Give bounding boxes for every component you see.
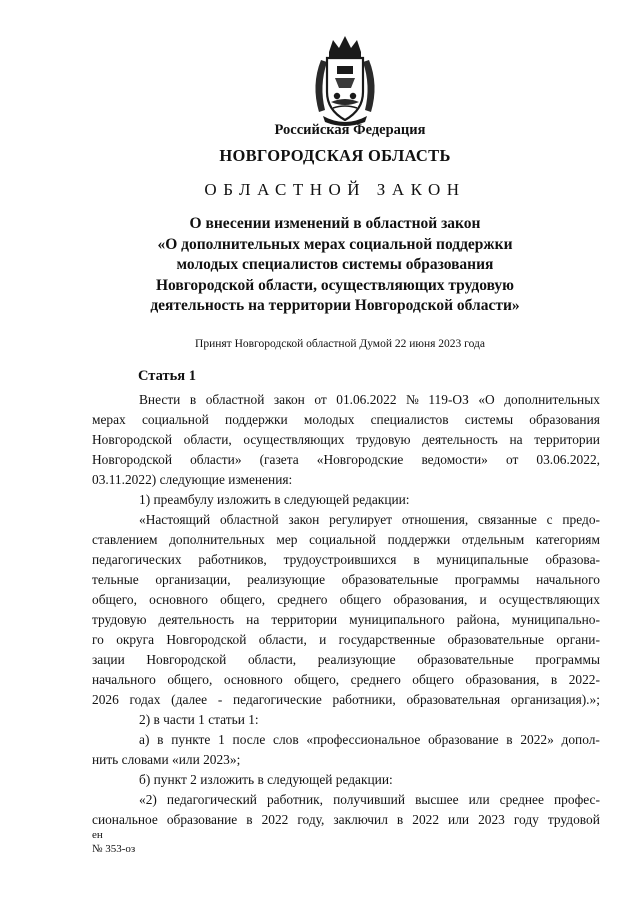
body-word: трудоустроившихся — [283, 552, 397, 567]
body-word: предо- — [562, 512, 600, 527]
body-word: в — [506, 732, 513, 747]
body-word: образования — [529, 412, 600, 427]
body-line: б) пункт 2 изложить в следующей редакции: — [139, 772, 393, 787]
body-word: муниципального — [349, 612, 445, 627]
footer-law-number: № 353-оз — [92, 843, 136, 855]
body-line — [92, 410, 600, 430]
law-type-heading: ОБЛАСТНОЙ ЗАКОН — [204, 180, 466, 199]
body-word: регулирует — [329, 512, 393, 527]
body-word: допол- — [561, 732, 600, 747]
body-word: начального — [92, 672, 156, 687]
body-word: «Новгородские — [316, 452, 404, 467]
body-word: а) — [139, 732, 150, 747]
body-word: организация).»; — [510, 692, 600, 707]
body-word: го — [92, 632, 104, 647]
article-body — [92, 390, 600, 830]
body-word: образования, — [393, 592, 468, 607]
body-word: трудовую — [92, 612, 147, 627]
body-word: 2023 — [478, 812, 505, 827]
body-word: Новгородской — [166, 632, 247, 647]
body-word: «Настоящий — [139, 512, 211, 527]
body-word: органи- — [556, 632, 600, 647]
body-word: образовательная — [406, 692, 501, 707]
body-word: муниципально- — [511, 612, 600, 627]
body-word: области, — [183, 432, 232, 447]
body-word: области, — [258, 632, 307, 647]
federation-heading: Российская Федерация — [274, 122, 426, 138]
body-word: 2022- — [568, 672, 600, 687]
body-line — [92, 590, 600, 610]
body-line — [92, 610, 600, 630]
body-word: профес- — [554, 792, 600, 807]
body-word: работники, — [332, 692, 396, 707]
body-word: отдельным — [461, 532, 525, 547]
body-word: Новгородской — [92, 432, 172, 447]
body-word: в — [157, 732, 164, 747]
body-line — [92, 550, 600, 570]
body-line — [92, 790, 600, 810]
title-line: «О дополнительных мерах социальной поддержки — [157, 235, 513, 253]
body-word: зации — [92, 652, 125, 667]
body-line: нить словами «или 2023»; — [92, 752, 241, 767]
body-word: образование — [428, 732, 499, 747]
body-word: молодых — [303, 412, 355, 427]
body-word: образовательные — [341, 572, 439, 587]
body-word: общего, — [294, 672, 340, 687]
body-word: 2022 — [412, 812, 440, 827]
body-word: закон — [288, 512, 320, 527]
body-word: начального — [536, 572, 600, 587]
body-word: 119-ОЗ — [428, 392, 469, 407]
body-word: тельные — [92, 572, 139, 587]
body-word: педагогических — [92, 552, 182, 567]
region-heading: НОВГОРОДСКАЯ ОБЛАСТЬ — [219, 146, 451, 165]
body-word: 2026 — [92, 692, 119, 707]
body-word: ставлением — [92, 532, 158, 547]
body-word: «2) — [139, 792, 157, 807]
body-word: общего, — [92, 592, 137, 607]
body-line — [92, 530, 600, 550]
body-word: категориям — [535, 532, 600, 547]
body-word: реализующие — [247, 572, 326, 587]
body-word: (далее — [171, 692, 208, 707]
body-line — [92, 510, 600, 530]
law-title — [95, 214, 575, 317]
body-word: в — [550, 672, 558, 687]
body-word: территории — [271, 612, 338, 627]
body-word: получивший — [333, 792, 405, 807]
body-word: или — [448, 812, 470, 827]
body-word: Внести — [139, 392, 181, 407]
body-word: педагогические — [233, 692, 322, 707]
body-line — [92, 450, 600, 470]
body-word: высшее — [415, 792, 459, 807]
body-word: среднего — [277, 592, 328, 607]
body-word: общего, — [220, 592, 266, 607]
body-word: закон — [273, 392, 305, 407]
body-word: Новгородской — [92, 452, 172, 467]
footer-initials: ен — [92, 829, 103, 841]
body-word: ведомости» — [421, 452, 488, 467]
body-word: поддержки — [225, 412, 288, 427]
body-word: поддержки — [387, 532, 451, 547]
body-word: «О — [478, 392, 495, 407]
body-word: Новгородской — [146, 652, 227, 667]
body-word: специалистов — [370, 412, 449, 427]
body-word: пункте — [171, 732, 211, 747]
body-word: с — [546, 512, 553, 527]
body-word: среднего — [350, 672, 401, 687]
body-word: педагогический — [166, 792, 257, 807]
body-word: (газета — [259, 452, 299, 467]
body-word: и — [479, 592, 487, 607]
body-word: 1 — [218, 732, 225, 747]
body-word: от — [314, 392, 327, 407]
body-word: - — [217, 692, 223, 707]
body-word: на — [246, 612, 260, 627]
body-line — [92, 690, 600, 710]
body-word: 2022» — [520, 732, 554, 747]
body-word: трудовой — [547, 812, 600, 827]
body-word: области» — [190, 452, 242, 467]
body-word: деятельность — [158, 612, 235, 627]
body-word: в — [396, 812, 404, 827]
body-word: дополнительных — [169, 532, 265, 547]
title-line: деятельность на территории Новгородской области» — [150, 297, 520, 314]
body-word: № — [406, 392, 419, 407]
body-word: областной — [205, 392, 265, 407]
title-line: О внесении изменений в областной закон — [189, 215, 481, 232]
body-word: социальной — [141, 412, 209, 427]
body-line — [92, 570, 600, 590]
body-word: образовательные — [417, 652, 514, 667]
body-word: в — [413, 552, 420, 567]
body-word: 2022 — [261, 812, 289, 827]
body-word: организации, — [155, 572, 231, 587]
body-word: областной — [219, 512, 279, 527]
body-word: основного — [149, 592, 208, 607]
body-line — [92, 670, 600, 690]
body-word: основного — [223, 672, 283, 687]
body-word: работников, — [198, 552, 267, 567]
body-word: территории — [534, 432, 600, 447]
body-word: муниципальные — [436, 552, 529, 567]
body-word: трудовую — [356, 432, 411, 447]
body-line: 03.11.2022) следующие изменения: — [92, 472, 293, 487]
body-word: связанные — [478, 512, 537, 527]
body-word: заключил — [333, 812, 388, 827]
body-word: социальной — [309, 532, 376, 547]
body-word: работник, — [266, 792, 323, 807]
body-word: 03.06.2022, — [536, 452, 600, 467]
body-word: осуществляющих — [498, 592, 600, 607]
body-word: округа — [116, 632, 155, 647]
body-word: области, — [247, 652, 297, 667]
body-word: 01.06.2022 — [336, 392, 397, 407]
adoption-note: Принят Новгородской областной Думой 22 июня 2023 года — [195, 338, 485, 350]
body-word: сиональное — [92, 812, 158, 827]
body-word: общего — [412, 672, 454, 687]
body-word: программы — [535, 652, 600, 667]
body-line — [92, 630, 600, 650]
body-word: общего, — [167, 672, 213, 687]
title-line: Новгородской области, осуществляющих трудовую — [155, 276, 515, 294]
body-word: отношения, — [401, 512, 469, 527]
body-word: слов — [273, 732, 299, 747]
body-word: годах — [129, 692, 161, 707]
body-word: среднее — [499, 792, 544, 807]
body-word: образовательные — [447, 632, 544, 647]
coat-of-arms-emblem-icon — [301, 30, 389, 130]
body-word: году — [513, 812, 539, 827]
body-word: района, — [456, 612, 500, 627]
body-word: после — [232, 732, 266, 747]
title-line: молодых специалистов системы образования — [176, 256, 494, 273]
body-word: мерах — [92, 412, 126, 427]
body-line — [92, 810, 600, 830]
body-word: или — [468, 792, 490, 807]
body-word: в — [246, 812, 253, 827]
body-word: в — [189, 392, 197, 407]
body-word: и — [319, 632, 327, 647]
body-word: осуществляющих — [243, 432, 345, 447]
body-word: образование — [166, 812, 238, 827]
body-line — [92, 390, 600, 410]
body-word: от — [505, 452, 519, 467]
body-word: дополнительных — [504, 392, 600, 407]
body-word: системы — [464, 412, 514, 427]
document-footer — [92, 828, 135, 856]
body-word: образования, — [465, 672, 540, 687]
body-line — [92, 430, 600, 450]
body-word: деятельность — [422, 432, 498, 447]
body-word: государственные — [338, 632, 436, 647]
body-word: реализующие — [317, 652, 396, 667]
body-line — [92, 730, 600, 750]
body-word: программы — [454, 572, 520, 587]
body-word: году, — [297, 812, 325, 827]
body-word: «профессиональное — [306, 732, 421, 747]
body-word: мер — [276, 532, 298, 547]
body-line: 2) в части 1 статьи 1: — [139, 712, 259, 727]
body-line — [92, 650, 600, 670]
body-line: 1) преамбулу изложить в следующей редакции: — [139, 492, 410, 507]
body-word: на — [509, 432, 523, 447]
article-heading: Статья 1 — [138, 368, 196, 384]
body-word: образова- — [545, 552, 600, 567]
body-word: общего — [339, 592, 382, 607]
